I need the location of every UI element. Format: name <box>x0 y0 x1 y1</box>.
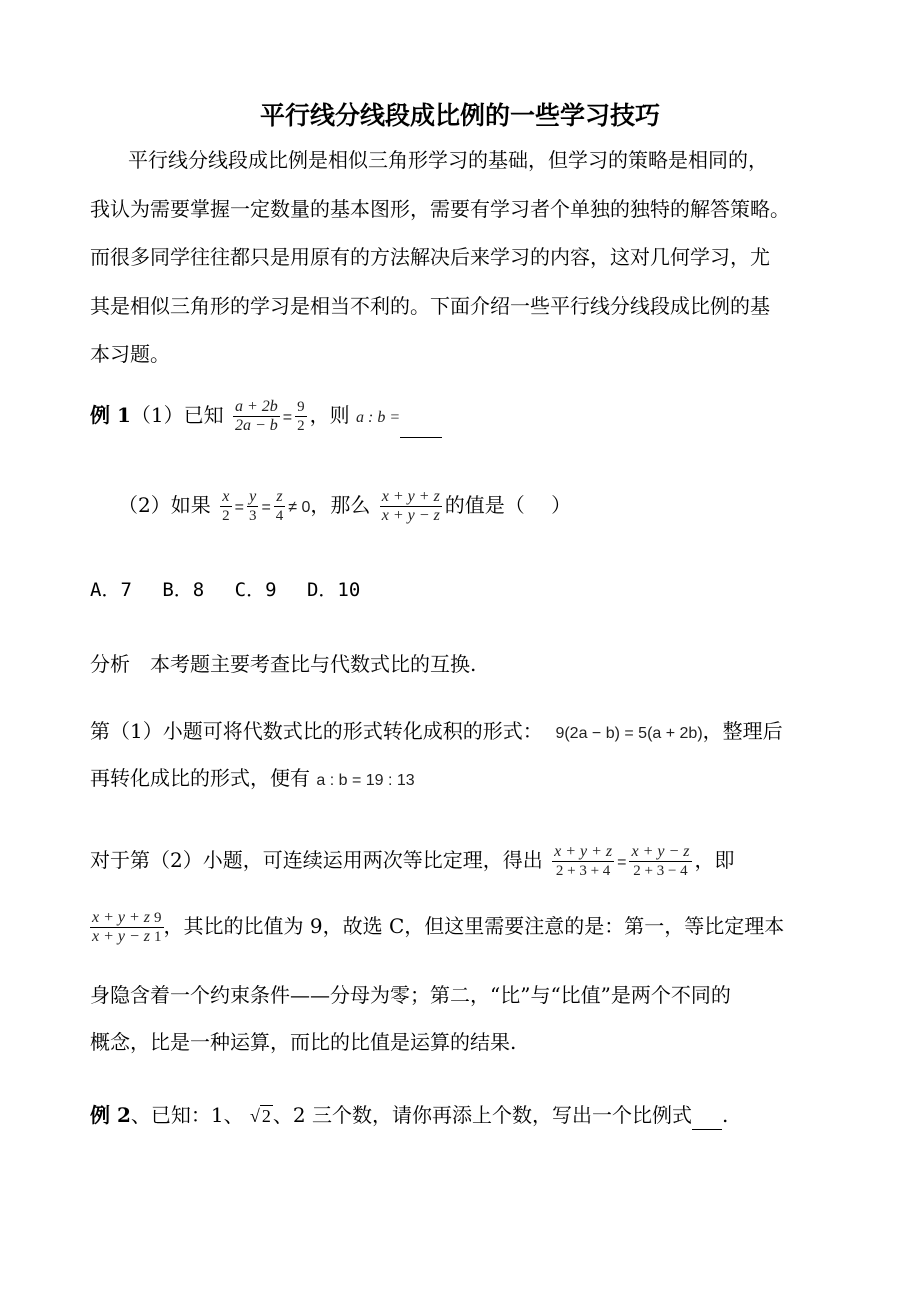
numerator: z <box>274 488 286 507</box>
solution-1-line <box>90 764 415 795</box>
numerator: x + y + z <box>92 909 151 926</box>
fraction <box>90 909 152 946</box>
fraction <box>220 488 232 525</box>
fraction <box>233 398 280 435</box>
solution-2-line <box>90 906 784 946</box>
page-title: 平行线分线段成比例的一些学习技巧 <box>259 101 660 130</box>
ratio: a : b = <box>355 409 401 426</box>
formula: 9(2a − b) = 5(a + 2b) <box>555 725 703 742</box>
numerator: x + y + z <box>554 843 613 860</box>
answer-blank <box>400 437 442 438</box>
numerator: x <box>220 488 232 507</box>
numerator: 9 <box>297 399 305 415</box>
solution-1-line <box>90 717 783 748</box>
text: 第（1）小题可将代数式比的形式转化成积的形式： <box>90 719 543 743</box>
text: 的值是（ ） <box>444 493 572 517</box>
text: ，那么 <box>310 493 371 517</box>
text: 、已知：1、 <box>130 1103 244 1127</box>
intro-line: 我认为需要掌握一定数量的基本图形，需要有学习者个单独的独特的解答策略。 <box>90 197 790 221</box>
denominator: 2a − b <box>234 417 278 434</box>
analysis: 分析 本考题主要考查比与代数式比的互换. <box>90 652 477 676</box>
text: ，整理后 <box>702 719 783 743</box>
numerator: 9 <box>154 910 162 926</box>
denominator: 3 <box>248 508 257 524</box>
fraction <box>380 488 442 525</box>
fraction <box>629 843 691 880</box>
example-label: 例 1 <box>90 403 131 427</box>
intro-line: 本习题。 <box>90 342 170 366</box>
text: 对于第（2）小题，可连续运用两次等比定理，得出 <box>90 848 543 872</box>
example-1-part-1 <box>90 395 442 438</box>
fraction <box>552 843 614 880</box>
answer-blank <box>692 1107 722 1130</box>
denominator: 1 <box>154 929 162 945</box>
answer-options: A．7 B．8 C．9 D．10 <box>90 579 361 601</box>
text: （1）已知 <box>130 403 224 427</box>
solution-2-line: 身隐含着一个约束条件——分母为零；第二，“比”与“比值”是两个不同的 <box>90 983 731 1007</box>
not-equal: ≠ 0 <box>288 499 311 516</box>
intro-line: 其是相似三角形的学习是相当不利的。下面介绍一些平行线分线段成比例的基 <box>90 294 770 318</box>
text: 再转化成比的形式，便有 <box>90 766 310 790</box>
text: ，则 <box>309 403 350 427</box>
example-1-part-2: （2）如果 $\frac{x}{2}$ = $\frac{y}{3}$ = $\frac{z}{4}$ ≠ 0，那么 $\frac{x + y + z}{x + y - z}$ 的值是（ ） <box>118 488 572 524</box>
numerator: y <box>247 488 259 507</box>
denominator: 2 <box>222 508 230 524</box>
numerator: a + 2b <box>234 398 278 415</box>
example-label: 例 2 <box>90 1103 131 1127</box>
sqrt-2: √ 2 <box>249 1106 271 1126</box>
text: ，其比的比值为 9，故选 C，但这里需要注意的是：第一，等比定理本 <box>163 914 785 938</box>
denominator: x + y − z <box>381 507 440 524</box>
denominator: 2 + 3 − 4 <box>633 863 688 879</box>
numerator: x + y + z <box>381 488 440 505</box>
radicand: 2 <box>261 1106 271 1126</box>
denominator: 2 + 3 + 4 <box>555 863 611 879</box>
denominator: 2 <box>297 418 305 434</box>
solution-2-line: 概念，比是一种运算，而比的比值是运算的结果. <box>90 1030 517 1054</box>
intro-line: 平行线分线段成比例是相似三角形学习的基础，但学习的策略是相同的， <box>128 148 768 172</box>
fraction <box>247 488 259 525</box>
example-2 <box>90 1101 728 1130</box>
numerator: x + y − z <box>631 843 690 860</box>
fraction <box>295 398 307 435</box>
fraction <box>152 909 164 946</box>
denominator: 4 <box>275 508 284 524</box>
equals: = <box>282 409 293 426</box>
fraction <box>274 488 286 525</box>
denominator: x + y − z <box>92 928 151 945</box>
text: ，即 <box>694 848 735 872</box>
solution-2-line: 对于第（2）小题，可连续运用两次等比定理，得出 $\frac{x + y + z}{2 + 3 + 4}$ = $\frac{x + y - z}{2 + 3 - 4}$ ，即 <box>90 843 735 879</box>
text: 、2 三个数，请你再添上个数，写出一个比例式 <box>272 1103 692 1127</box>
formula: a : b = 19 : 13 <box>316 772 415 789</box>
text: （2）如果 <box>118 493 211 517</box>
intro-line: 而很多同学往往都只是用原有的方法解决后来学习的内容，这对几何学习，尤 <box>90 245 770 269</box>
text: . <box>721 1103 729 1127</box>
